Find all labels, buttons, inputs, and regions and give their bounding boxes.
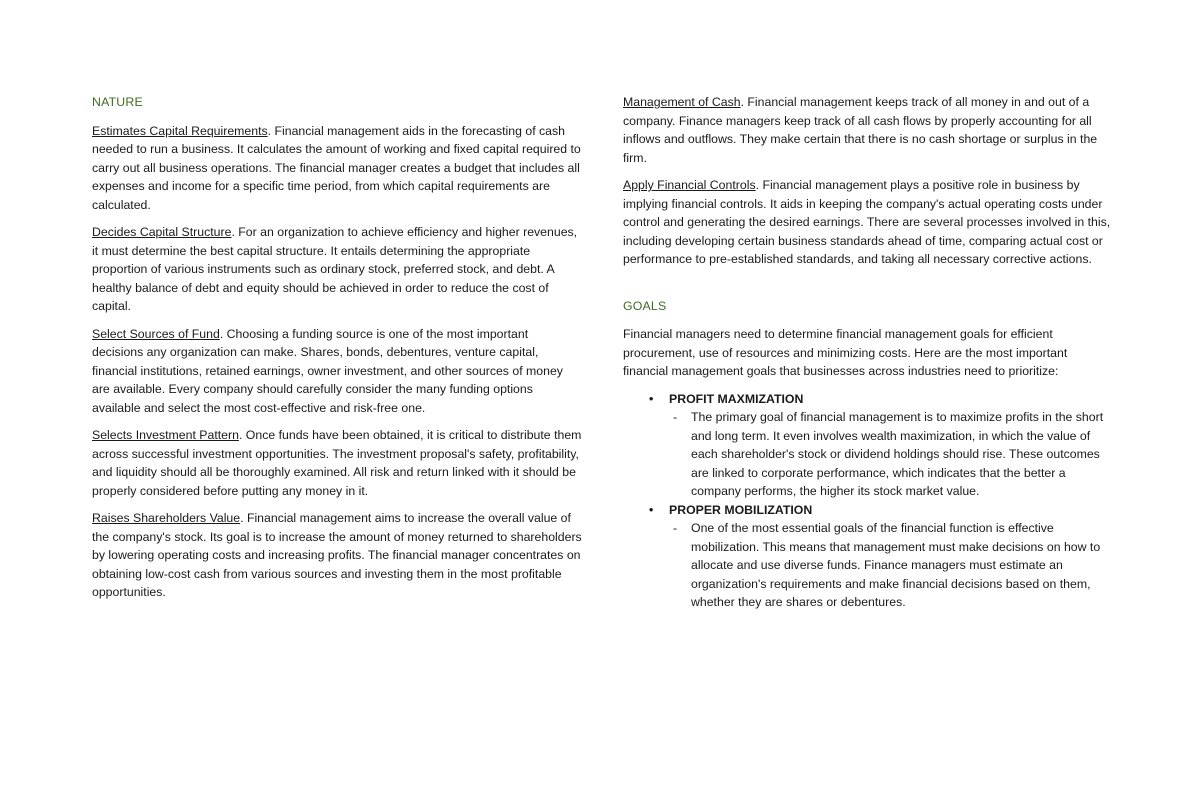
- nature-item-shareholders-value: [92, 509, 582, 602]
- nature-item-capital-structure: [92, 223, 582, 316]
- nature-heading: NATURE: [92, 95, 143, 109]
- item-text: . Financial management plays a positive role in business by implying financial controls. It aids in keeping the company's actual operating costs under control and generating the desired earnings. There are several processes involved in this, including developing certain business standards ahead of time, comparing actual cost or performance to pre-established standards, and taking all necessary corrective actions.: [623, 178, 1111, 266]
- goal-title-profit-maximization: [623, 390, 1113, 409]
- goal-text: One of the most essential goals of the financial function is effective mobilization. This means that management must make decisions on how to allocate and use diverse funds. Finance managers must estimate an organization's requirements and make financial decisions based on them, whether they are shares or debentures.: [691, 521, 1101, 609]
- goal-description-profit-maximization: [623, 408, 1113, 501]
- dash-icon: -: [673, 521, 678, 535]
- item-term: Selects Investment Pattern: [92, 428, 239, 442]
- item-term: Raises Shareholders Value: [92, 511, 241, 525]
- goal-title: PROFIT MAXMIZATION: [669, 391, 804, 406]
- dash-icon: -: [673, 410, 678, 424]
- left-column: [92, 93, 582, 602]
- item-text: . Once funds have been obtained, it is critical to distribute them across successful investment opportunities. The investment proposal's safety, profitability, and liquidity should all be thoroughly examined. All risk and return linked with it should be properly considered before putting any money in it.: [92, 428, 582, 498]
- item-text: . Choosing a funding source is one of the most important decisions any organization can make. Shares, bonds, debentures, venture capital, financial institutions, retained earnings, owner investment, and other sources of money are available. Every company should carefully consider the many funding options available and select the most cost-effective and risk-free one.: [92, 326, 563, 415]
- goal-description-proper-mobilization: [623, 519, 1113, 612]
- item-text: . Financial management aids in the forecasting of cash needed to run a business. It calculates the amount of working and fixed capital required to carry out all business operations. The financial manager creates a budget that includes all expenses and income for a specific time period, from which capital requirements are calculated.: [92, 123, 581, 212]
- bullet-icon: •: [649, 502, 654, 517]
- item-term: Apply Financial Controls: [623, 178, 756, 192]
- nature-item-management-of-cash: [623, 93, 1113, 167]
- nature-item-financial-controls: [623, 176, 1113, 269]
- goals-heading: GOALS: [623, 298, 667, 313]
- nature-item-investment-pattern: [92, 426, 582, 500]
- item-text: . Financial management aims to increase the overall value of the company's stock. Its goal is to increase the amount of money returned to shareholders by lowering operating costs and increasing profits. The financial manager concentrates on obtaining low-cost cash from various sources and investing them in the most profitable opportunities.: [92, 511, 582, 599]
- bullet-icon: •: [649, 391, 654, 406]
- item-term: Select Sources of Fund: [92, 326, 220, 341]
- goal-title: PROPER MOBILIZATION: [669, 502, 813, 517]
- item-term: Estimates Capital Requirements: [92, 123, 268, 138]
- nature-item-sources-of-fund: [92, 325, 582, 418]
- nature-item-capital-requirements: [92, 122, 582, 215]
- goal-title-proper-mobilization: [623, 501, 1113, 520]
- goals-list: [623, 390, 1113, 612]
- right-column: [623, 93, 1113, 612]
- item-text: . For an organization to achieve efficiency and higher revenues, it must determine the best capital structure. It entails determining the appropriate proportion of various instruments such as ordinary stock, preferred stock, and debt. A healthy balance of debt and equity should be achieved in order to reduce the cost of capital.: [92, 225, 578, 313]
- item-term: Decides Capital Structure: [92, 225, 232, 239]
- item-term: Management of Cash: [623, 95, 741, 109]
- goals-intro: Financial managers need to determine financial management goals for efficient procurement, use of resources and minimizing costs. Here are the most important financial management goals that businesses across industries need to prioritize:: [623, 327, 1068, 378]
- item-text: . Financial management keeps track of all money in and out of a company. Finance managers keep track of all cash flows by properly accounting for all inflows and outflows. They make certain that there is no cash shortage or surplus in the firm.: [623, 95, 1098, 165]
- goal-text: The primary goal of financial management is to maximize profits in the short and long term. It even involves wealth maximization, in which the value of each shareholder's stock or dividend holdings should rise. These outcomes are linked to corporate performance, which indicates that the better a company performs, the higher its stock market value.: [691, 410, 1104, 498]
